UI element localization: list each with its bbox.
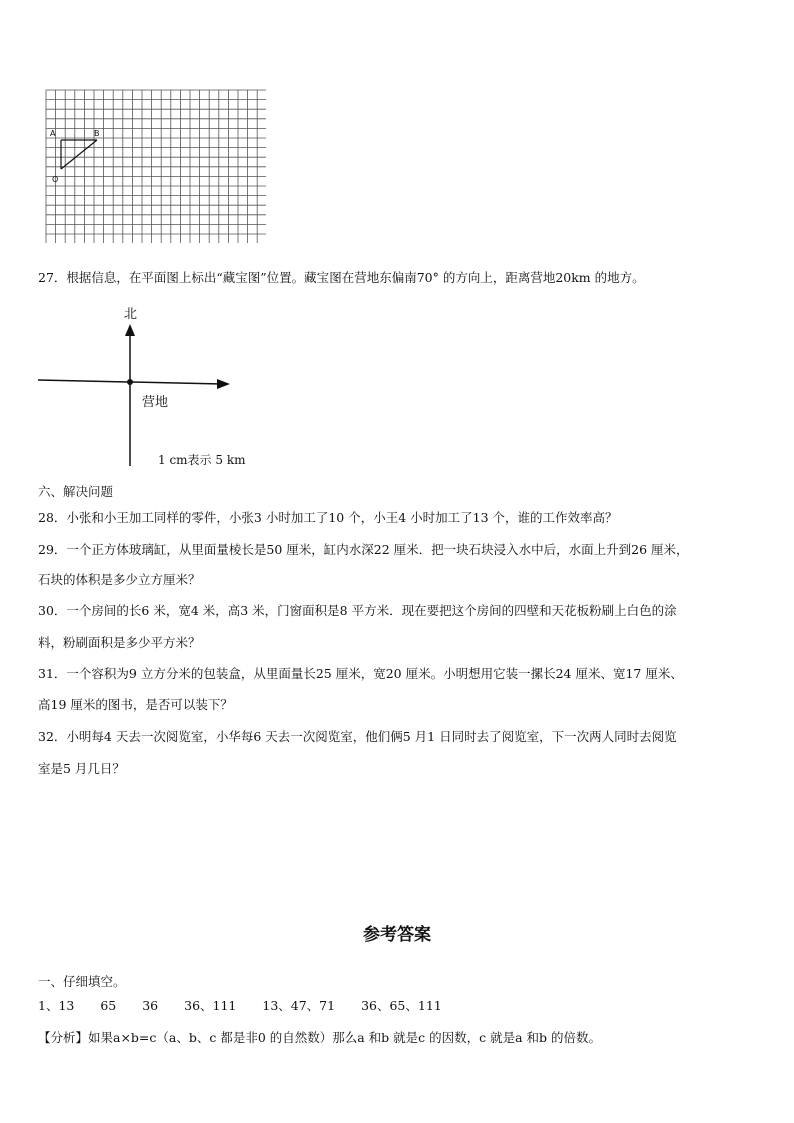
answer-1-item: 36、65、111 [361, 998, 442, 1013]
question-27: 27．根据信息，在平面图上标出“藏宝图”位置。藏宝图在营地东偏南70° 的方向上，距离营地20km 的地方。 [38, 270, 645, 285]
east-arrowhead [217, 379, 230, 389]
answer-1 [38, 996, 464, 1016]
grid-figure [40, 88, 272, 248]
answer-1-prefix: 1、13 [38, 998, 75, 1013]
section-1-heading: 一、仔细填空。 [38, 974, 126, 989]
grid-lines [46, 90, 266, 243]
label-a: A [50, 129, 56, 138]
answer-1-item: 13、47、71 [262, 998, 336, 1013]
camp-point [127, 379, 133, 385]
answer-1-item: 36、111 [184, 998, 237, 1013]
answer-1-item: 65 [100, 998, 117, 1013]
question-28: 28．小张和小王加工同样的零件，小张3 小时加工了10 个，小王4 小时加工了13 个，谁的工作效率高？ [38, 510, 618, 525]
question-31-line1: 31．一个容积为9 立方分米的包装盒，从里面量长25 厘米，宽20 厘米。小明想用它装一摞长24 厘米、宽17 厘米、 [38, 666, 683, 681]
scale-label: 1 cm表示 5 km [158, 453, 246, 467]
question-29-line2: 石块的体积是多少立方厘米？ [38, 572, 201, 587]
question-31-line2: 高19 厘米的图书，是否可以装下？ [38, 697, 233, 712]
north-label: 北 [124, 307, 138, 322]
question-30-line1: 30．一个房间的长6 米，宽4 米，高3 米，门窗面积是8 平方米．现在要把这个房间的四壁和天花板粉刷上白色的涂 [38, 603, 677, 618]
question-32-line2: 室是5 月几日？ [38, 761, 125, 776]
question-32-line1: 32．小明每4 天去一次阅览室，小华每6 天去一次阅览室，他们俩5 月1 日同时去了阅览室，下一次两人同时去阅览 [38, 729, 677, 744]
label-b: B [94, 129, 100, 138]
analysis-text: 【分析】如果a×b=c（a、b、c 都是非0 的自然数）那么a 和b 就是c 的因数，c 就是a 和b 的倍数。 [38, 1030, 602, 1045]
question-30-line2: 料，粉刷面积是多少平方米？ [38, 635, 201, 650]
segment-ob [61, 140, 97, 169]
camp-label: 营地 [142, 395, 169, 410]
compass-diagram [34, 300, 264, 470]
answer-1-item: 36 [142, 998, 159, 1013]
answer-title: 参考答案 [363, 925, 431, 945]
question-29-line1: 29．一个正方体玻璃缸，从里面量棱长是50 厘米，缸内水深22 厘米．把一块石块浸入水中后，水面上升到26 厘米， [38, 542, 689, 557]
label-o: O [52, 175, 59, 184]
north-arrowhead [125, 324, 135, 336]
section-6-heading: 六、解决问题 [38, 484, 114, 499]
